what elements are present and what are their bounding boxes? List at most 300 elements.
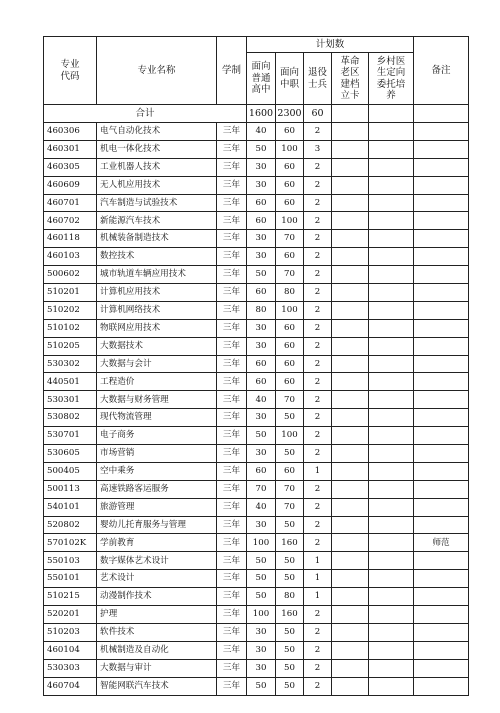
row-code: 460305 xyxy=(44,158,97,176)
row-veterans: 2 xyxy=(304,337,332,355)
row-remarks xyxy=(414,230,469,248)
row-general-hs: 30 xyxy=(247,409,276,427)
row-code: 460104 xyxy=(44,641,97,659)
total-rural-doctor xyxy=(369,105,414,123)
row-veterans: 2 xyxy=(304,123,332,141)
row-veterans: 1 xyxy=(304,462,332,480)
row-code: 530802 xyxy=(44,409,97,427)
table-row xyxy=(44,498,469,516)
row-duration: 三年 xyxy=(217,319,247,337)
row-revolutionary xyxy=(332,212,369,230)
row-vocational: 60 xyxy=(276,462,304,480)
row-general-hs: 30 xyxy=(247,516,276,534)
row-veterans: 1 xyxy=(304,588,332,606)
row-revolutionary xyxy=(332,588,369,606)
row-rural-doctor xyxy=(369,123,414,141)
row-revolutionary xyxy=(332,337,369,355)
row-rural-doctor xyxy=(369,552,414,570)
table-row xyxy=(44,552,469,570)
row-veterans: 2 xyxy=(304,445,332,463)
row-general-hs: 100 xyxy=(247,534,276,552)
row-vocational: 160 xyxy=(276,534,304,552)
row-general-hs: 30 xyxy=(247,248,276,266)
row-general-hs: 50 xyxy=(247,427,276,445)
row-veterans: 2 xyxy=(304,480,332,498)
row-remarks xyxy=(414,570,469,588)
row-code: 530605 xyxy=(44,445,97,463)
row-remarks xyxy=(414,284,469,302)
row-remarks xyxy=(414,677,469,695)
row-name: 城市轨道车辆应用技术 xyxy=(97,266,217,284)
header-remarks: 备注 xyxy=(414,37,469,105)
row-revolutionary xyxy=(332,391,369,409)
row-revolutionary xyxy=(332,641,369,659)
row-code: 460701 xyxy=(44,194,97,212)
row-vocational: 70 xyxy=(276,498,304,516)
row-duration: 三年 xyxy=(217,588,247,606)
row-vocational: 70 xyxy=(276,480,304,498)
table-row xyxy=(44,140,469,158)
row-veterans: 2 xyxy=(304,427,332,445)
row-general-hs: 60 xyxy=(247,373,276,391)
row-remarks xyxy=(414,516,469,534)
enrollment-plan-table-container xyxy=(43,36,468,691)
row-vocational: 60 xyxy=(276,355,304,373)
row-veterans: 2 xyxy=(304,373,332,391)
row-vocational: 100 xyxy=(276,140,304,158)
row-veterans: 2 xyxy=(304,230,332,248)
row-name: 大数据技术 xyxy=(97,337,217,355)
row-revolutionary xyxy=(332,516,369,534)
row-revolutionary xyxy=(332,677,369,695)
row-general-hs: 40 xyxy=(247,123,276,141)
row-vocational: 50 xyxy=(276,641,304,659)
row-revolutionary xyxy=(332,409,369,427)
row-remarks xyxy=(414,391,469,409)
row-name: 大数据与财务管理 xyxy=(97,391,217,409)
row-general-hs: 30 xyxy=(247,445,276,463)
header-revolutionary: 革命老区建档立卡 xyxy=(332,53,369,105)
row-remarks xyxy=(414,337,469,355)
row-duration: 三年 xyxy=(217,623,247,641)
row-remarks xyxy=(414,606,469,624)
row-name: 现代物流管理 xyxy=(97,409,217,427)
row-code: 530303 xyxy=(44,659,97,677)
table-row xyxy=(44,123,469,141)
row-veterans: 2 xyxy=(304,516,332,534)
row-remarks xyxy=(414,212,469,230)
row-name: 艺术设计 xyxy=(97,570,217,588)
row-code: 520802 xyxy=(44,516,97,534)
row-name: 智能网联汽车技术 xyxy=(97,677,217,695)
row-name: 计算机应用技术 xyxy=(97,284,217,302)
row-rural-doctor xyxy=(369,588,414,606)
row-rural-doctor xyxy=(369,284,414,302)
row-remarks xyxy=(414,194,469,212)
row-vocational: 60 xyxy=(276,248,304,266)
row-code: 540101 xyxy=(44,498,97,516)
row-rural-doctor xyxy=(369,427,414,445)
table-row xyxy=(44,623,469,641)
row-general-hs: 30 xyxy=(247,230,276,248)
row-duration: 三年 xyxy=(217,140,247,158)
row-general-hs: 50 xyxy=(247,588,276,606)
row-name: 计算机网络技术 xyxy=(97,301,217,319)
table-row xyxy=(44,445,469,463)
table-row xyxy=(44,301,469,319)
row-code: 460301 xyxy=(44,140,97,158)
row-general-hs: 30 xyxy=(247,659,276,677)
row-remarks xyxy=(414,140,469,158)
table-row xyxy=(44,677,469,695)
row-remarks xyxy=(414,248,469,266)
row-vocational: 70 xyxy=(276,230,304,248)
row-revolutionary xyxy=(332,176,369,194)
row-vocational: 100 xyxy=(276,301,304,319)
row-code: 550103 xyxy=(44,552,97,570)
row-revolutionary xyxy=(332,480,369,498)
row-general-hs: 60 xyxy=(247,462,276,480)
row-remarks xyxy=(414,588,469,606)
row-remarks xyxy=(414,427,469,445)
row-duration: 三年 xyxy=(217,248,247,266)
row-code: 520201 xyxy=(44,606,97,624)
row-name: 软件技术 xyxy=(97,623,217,641)
row-general-hs: 60 xyxy=(247,355,276,373)
row-revolutionary xyxy=(332,284,369,302)
table-row xyxy=(44,230,469,248)
row-duration: 三年 xyxy=(217,284,247,302)
row-code: 510203 xyxy=(44,623,97,641)
row-veterans: 3 xyxy=(304,140,332,158)
table-row xyxy=(44,337,469,355)
row-remarks xyxy=(414,480,469,498)
row-veterans: 2 xyxy=(304,623,332,641)
table-row xyxy=(44,659,469,677)
row-revolutionary xyxy=(332,248,369,266)
row-vocational: 60 xyxy=(276,176,304,194)
row-vocational: 60 xyxy=(276,319,304,337)
row-veterans: 2 xyxy=(304,319,332,337)
row-duration: 三年 xyxy=(217,570,247,588)
row-name: 护理 xyxy=(97,606,217,624)
row-revolutionary xyxy=(332,445,369,463)
row-remarks: 师范 xyxy=(414,534,469,552)
row-general-hs: 70 xyxy=(247,480,276,498)
row-name: 机械装备制造技术 xyxy=(97,230,217,248)
table-row xyxy=(44,319,469,337)
row-rural-doctor xyxy=(369,677,414,695)
row-code: 550101 xyxy=(44,570,97,588)
row-name: 工程造价 xyxy=(97,373,217,391)
total-label: 合计 xyxy=(44,105,247,123)
row-duration: 三年 xyxy=(217,552,247,570)
row-vocational: 50 xyxy=(276,552,304,570)
row-name: 数控技术 xyxy=(97,248,217,266)
row-veterans: 2 xyxy=(304,158,332,176)
row-veterans: 2 xyxy=(304,301,332,319)
row-veterans: 1 xyxy=(304,552,332,570)
row-general-hs: 60 xyxy=(247,212,276,230)
row-general-hs: 30 xyxy=(247,623,276,641)
header-vocational: 面向中职 xyxy=(276,53,304,105)
row-code: 500405 xyxy=(44,462,97,480)
row-duration: 三年 xyxy=(217,212,247,230)
table-row xyxy=(44,480,469,498)
row-code: 460704 xyxy=(44,677,97,695)
row-vocational: 50 xyxy=(276,677,304,695)
row-remarks xyxy=(414,123,469,141)
row-code: 530301 xyxy=(44,391,97,409)
table-row xyxy=(44,462,469,480)
row-vocational: 80 xyxy=(276,284,304,302)
header-name: 专业名称 xyxy=(97,37,217,105)
row-general-hs: 50 xyxy=(247,570,276,588)
row-code: 500602 xyxy=(44,266,97,284)
row-duration: 三年 xyxy=(217,355,247,373)
table-row xyxy=(44,606,469,624)
row-veterans: 2 xyxy=(304,194,332,212)
row-revolutionary xyxy=(332,194,369,212)
table-body xyxy=(44,37,469,696)
row-code: 460103 xyxy=(44,248,97,266)
row-rural-doctor xyxy=(369,194,414,212)
header-rural-doctor: 乡村医生定向委托培养 xyxy=(369,53,414,105)
header-general-hs: 面向普通高中 xyxy=(247,53,276,105)
row-veterans: 1 xyxy=(304,570,332,588)
table-row xyxy=(44,284,469,302)
row-remarks xyxy=(414,176,469,194)
row-rural-doctor xyxy=(369,445,414,463)
row-code: 510102 xyxy=(44,319,97,337)
row-veterans: 2 xyxy=(304,606,332,624)
row-duration: 三年 xyxy=(217,194,247,212)
row-rural-doctor xyxy=(369,570,414,588)
enrollment-plan-table xyxy=(43,36,469,696)
row-general-hs: 80 xyxy=(247,301,276,319)
table-row xyxy=(44,212,469,230)
row-veterans: 2 xyxy=(304,498,332,516)
row-remarks xyxy=(414,552,469,570)
table-row xyxy=(44,373,469,391)
row-code: 460118 xyxy=(44,230,97,248)
row-rural-doctor xyxy=(369,230,414,248)
row-vocational: 50 xyxy=(276,409,304,427)
row-rural-doctor xyxy=(369,659,414,677)
row-vocational: 50 xyxy=(276,659,304,677)
row-code: 570102K xyxy=(44,534,97,552)
row-name: 旅游管理 xyxy=(97,498,217,516)
row-rural-doctor xyxy=(369,248,414,266)
header-plan-group: 计划数 xyxy=(247,37,414,53)
row-name: 婴幼儿托育服务与管理 xyxy=(97,516,217,534)
row-veterans: 2 xyxy=(304,391,332,409)
table-row xyxy=(44,248,469,266)
row-code: 530302 xyxy=(44,355,97,373)
row-rural-doctor xyxy=(369,623,414,641)
row-duration: 三年 xyxy=(217,445,247,463)
row-revolutionary xyxy=(332,659,369,677)
total-vocational: 2300 xyxy=(276,105,304,123)
row-general-hs: 30 xyxy=(247,158,276,176)
row-name: 大数据与会计 xyxy=(97,355,217,373)
row-veterans: 2 xyxy=(304,284,332,302)
row-rural-doctor xyxy=(369,462,414,480)
row-name: 数字媒体艺术设计 xyxy=(97,552,217,570)
row-name: 汽车制造与试验技术 xyxy=(97,194,217,212)
row-name: 机械制造及自动化 xyxy=(97,641,217,659)
row-revolutionary xyxy=(332,140,369,158)
row-name: 空中乘务 xyxy=(97,462,217,480)
row-rural-doctor xyxy=(369,498,414,516)
row-rural-doctor xyxy=(369,176,414,194)
row-veterans: 2 xyxy=(304,534,332,552)
row-name: 市场营销 xyxy=(97,445,217,463)
row-name: 动漫制作技术 xyxy=(97,588,217,606)
row-code: 510201 xyxy=(44,284,97,302)
row-revolutionary xyxy=(332,552,369,570)
row-vocational: 50 xyxy=(276,570,304,588)
row-remarks xyxy=(414,319,469,337)
row-revolutionary xyxy=(332,230,369,248)
row-duration: 三年 xyxy=(217,391,247,409)
row-remarks xyxy=(414,158,469,176)
row-duration: 三年 xyxy=(217,498,247,516)
table-row xyxy=(44,409,469,427)
row-general-hs: 30 xyxy=(247,176,276,194)
row-name: 物联网应用技术 xyxy=(97,319,217,337)
table-row xyxy=(44,176,469,194)
row-general-hs: 60 xyxy=(247,194,276,212)
row-revolutionary xyxy=(332,427,369,445)
table-row xyxy=(44,570,469,588)
row-veterans: 2 xyxy=(304,248,332,266)
row-code: 500113 xyxy=(44,480,97,498)
row-rural-doctor xyxy=(369,158,414,176)
row-veterans: 2 xyxy=(304,355,332,373)
row-rural-doctor xyxy=(369,337,414,355)
row-vocational: 60 xyxy=(276,194,304,212)
row-code: 530701 xyxy=(44,427,97,445)
row-name: 大数据与审计 xyxy=(97,659,217,677)
row-duration: 三年 xyxy=(217,516,247,534)
row-general-hs: 50 xyxy=(247,266,276,284)
row-rural-doctor xyxy=(369,140,414,158)
row-revolutionary xyxy=(332,606,369,624)
row-remarks xyxy=(414,623,469,641)
row-general-hs: 50 xyxy=(247,552,276,570)
total-general-hs: 1600 xyxy=(247,105,276,123)
row-code: 460702 xyxy=(44,212,97,230)
row-duration: 三年 xyxy=(217,230,247,248)
row-revolutionary xyxy=(332,158,369,176)
row-vocational: 60 xyxy=(276,337,304,355)
row-vocational: 160 xyxy=(276,606,304,624)
row-duration: 三年 xyxy=(217,158,247,176)
row-duration: 三年 xyxy=(217,606,247,624)
table-row xyxy=(44,194,469,212)
row-veterans: 2 xyxy=(304,659,332,677)
row-name: 机电一体化技术 xyxy=(97,140,217,158)
row-duration: 三年 xyxy=(217,534,247,552)
header-veterans: 退役士兵 xyxy=(304,53,332,105)
row-code: 460306 xyxy=(44,123,97,141)
row-duration: 三年 xyxy=(217,409,247,427)
row-vocational: 70 xyxy=(276,266,304,284)
row-general-hs: 60 xyxy=(247,284,276,302)
header-duration: 学制 xyxy=(217,37,247,105)
row-revolutionary xyxy=(332,266,369,284)
row-rural-doctor xyxy=(369,409,414,427)
table-row xyxy=(44,158,469,176)
row-rural-doctor xyxy=(369,391,414,409)
total-veterans: 60 xyxy=(304,105,332,123)
row-duration: 三年 xyxy=(217,659,247,677)
row-vocational: 60 xyxy=(276,123,304,141)
row-vocational: 80 xyxy=(276,588,304,606)
row-name: 电气自动化技术 xyxy=(97,123,217,141)
row-name: 工业机器人技术 xyxy=(97,158,217,176)
row-duration: 三年 xyxy=(217,462,247,480)
row-revolutionary xyxy=(332,373,369,391)
row-general-hs: 30 xyxy=(247,337,276,355)
row-revolutionary xyxy=(332,623,369,641)
row-revolutionary xyxy=(332,123,369,141)
table-row xyxy=(44,588,469,606)
row-name: 无人机应用技术 xyxy=(97,176,217,194)
row-general-hs: 100 xyxy=(247,606,276,624)
row-rural-doctor xyxy=(369,641,414,659)
row-revolutionary xyxy=(332,498,369,516)
table-row xyxy=(44,641,469,659)
table-row xyxy=(44,266,469,284)
row-rural-doctor xyxy=(369,606,414,624)
table-row xyxy=(44,516,469,534)
row-veterans: 2 xyxy=(304,212,332,230)
total-row xyxy=(44,105,469,123)
row-rural-doctor xyxy=(369,373,414,391)
row-remarks xyxy=(414,659,469,677)
row-rural-doctor xyxy=(369,516,414,534)
row-rural-doctor xyxy=(369,534,414,552)
row-code: 510215 xyxy=(44,588,97,606)
row-vocational: 100 xyxy=(276,427,304,445)
row-revolutionary xyxy=(332,534,369,552)
row-code: 460609 xyxy=(44,176,97,194)
row-code: 510205 xyxy=(44,337,97,355)
row-revolutionary xyxy=(332,319,369,337)
row-vocational: 70 xyxy=(276,391,304,409)
row-general-hs: 30 xyxy=(247,641,276,659)
row-duration: 三年 xyxy=(217,266,247,284)
row-duration: 三年 xyxy=(217,427,247,445)
row-veterans: 2 xyxy=(304,677,332,695)
row-name: 学前教育 xyxy=(97,534,217,552)
row-rural-doctor xyxy=(369,301,414,319)
row-remarks xyxy=(414,498,469,516)
row-rural-doctor xyxy=(369,355,414,373)
row-remarks xyxy=(414,373,469,391)
row-rural-doctor xyxy=(369,319,414,337)
row-general-hs: 40 xyxy=(247,391,276,409)
row-remarks xyxy=(414,641,469,659)
row-code: 440501 xyxy=(44,373,97,391)
table-row xyxy=(44,534,469,552)
row-general-hs: 40 xyxy=(247,498,276,516)
row-name: 高速铁路客运服务 xyxy=(97,480,217,498)
row-duration: 三年 xyxy=(217,176,247,194)
row-general-hs: 30 xyxy=(247,319,276,337)
